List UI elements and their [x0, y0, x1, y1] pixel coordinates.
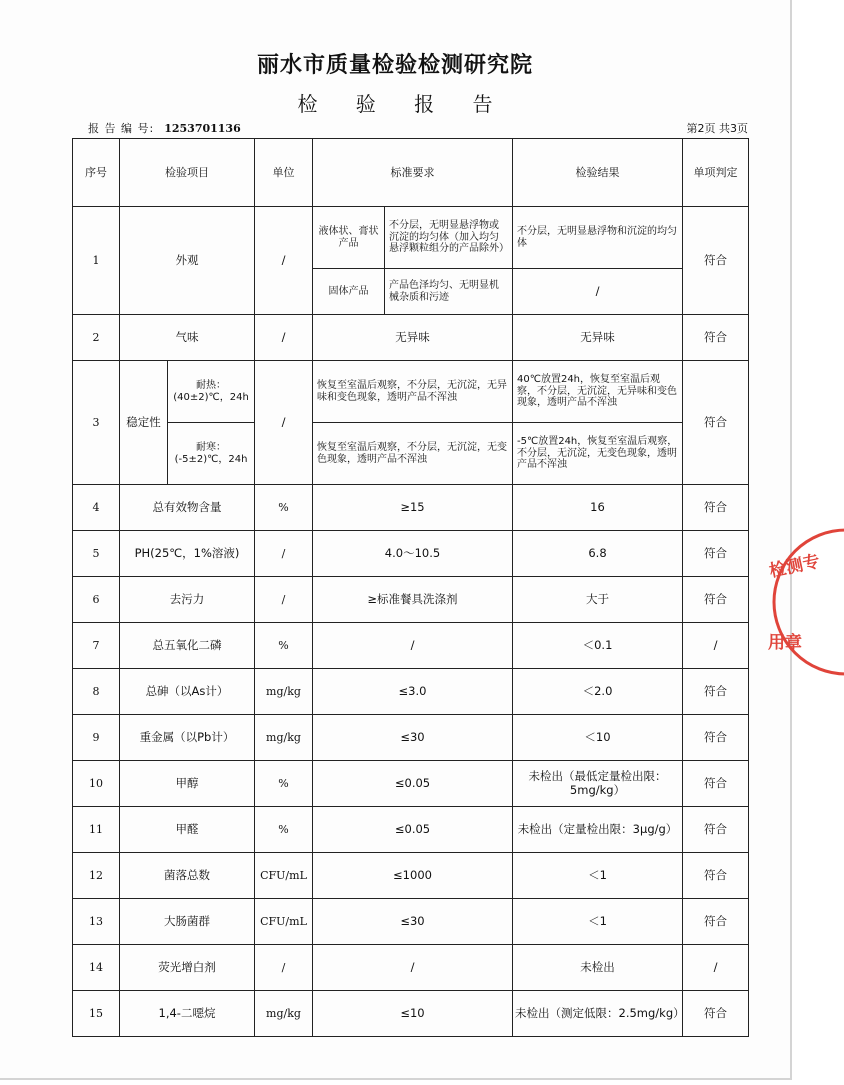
requirement-cell: /: [313, 945, 513, 991]
institute-title: 丽水市质量检验检测研究院: [256, 53, 533, 78]
table-row: [73, 715, 749, 761]
test-item: 荧光增白剂: [120, 945, 255, 991]
row-number: 9: [73, 715, 120, 761]
row-number: 8: [73, 669, 120, 715]
test-condition: 耐热：(40±2)℃，24h: [168, 361, 255, 423]
unit-cell: %: [255, 807, 313, 853]
result-cell: ＜10: [513, 715, 683, 761]
test-item: 总砷（以As计）: [120, 669, 255, 715]
requirement-cell: ≤3.0: [313, 669, 513, 715]
result-cell: 未检出（测定低限：2.5mg/kg）: [513, 991, 683, 1037]
test-item: PH(25℃，1%溶液): [120, 531, 255, 577]
result-cell: 未检出（定量检出限：3μg/g）: [513, 807, 683, 853]
result-cell: /: [513, 269, 683, 315]
row-number: 5: [73, 531, 120, 577]
requirement-cell: 恢复至室温后观察，不分层，无沉淀，无变色现象，透明产品不浑浊: [313, 423, 513, 485]
result-cell: ＜1: [513, 899, 683, 945]
table-row: [73, 315, 749, 361]
col-header: 检验项目: [120, 139, 255, 207]
col-header: 标准要求: [313, 139, 513, 207]
verdict-cell: 符合: [683, 853, 749, 899]
test-item: 甲醛: [120, 807, 255, 853]
report-meta: [88, 120, 748, 136]
result-cell: 未检出: [513, 945, 683, 991]
test-item: 大肠菌群: [120, 899, 255, 945]
requirement-cell: 无异味: [313, 315, 513, 361]
test-item: 去污力: [120, 577, 255, 623]
page-indicator: 第2页 共3页: [686, 122, 748, 135]
verdict-cell: 符合: [683, 315, 749, 361]
unit-cell: /: [255, 531, 313, 577]
table-row: [73, 531, 749, 577]
unit-cell: /: [255, 361, 313, 485]
test-item: 外观: [120, 207, 255, 315]
unit-cell: %: [255, 761, 313, 807]
test-item: 重金属（以Pb计）: [120, 715, 255, 761]
table-row: [73, 669, 749, 715]
verdict-cell: 符合: [683, 669, 749, 715]
result-cell: 大于: [513, 577, 683, 623]
table-row: [73, 899, 749, 945]
requirement-cell: ≤0.05: [313, 761, 513, 807]
simple-rows: [73, 485, 749, 1037]
result-cell: 无异味: [513, 315, 683, 361]
unit-cell: CFU/mL: [255, 853, 313, 899]
table-header: [73, 139, 749, 207]
unit-cell: /: [255, 315, 313, 361]
unit-cell: /: [255, 207, 313, 315]
requirement-cell: ≥15: [313, 485, 513, 531]
test-condition: 耐寒：(-5±2)℃，24h: [168, 423, 255, 485]
sub-category: 固体产品: [313, 269, 385, 315]
requirement-cell: ≤10: [313, 991, 513, 1037]
row-number: 13: [73, 899, 120, 945]
result-cell: 未检出（最低定量检出限：5mg/kg）: [513, 761, 683, 807]
test-item: 稳定性: [120, 361, 168, 485]
unit-cell: /: [255, 945, 313, 991]
test-item: 菌落总数: [120, 853, 255, 899]
verdict-cell: 符合: [683, 991, 749, 1037]
requirement-cell: ≤30: [313, 715, 513, 761]
unit-cell: %: [255, 623, 313, 669]
result-cell: 不分层，无明显悬浮物和沉淀的均匀体: [513, 207, 683, 269]
unit-cell: %: [255, 485, 313, 531]
table-row: [73, 623, 749, 669]
result-cell: ＜2.0: [513, 669, 683, 715]
requirement-cell: /: [313, 623, 513, 669]
test-item: 气味: [120, 315, 255, 361]
unit-cell: mg/kg: [255, 669, 313, 715]
official-stamp: [764, 522, 844, 682]
verdict-cell: /: [683, 945, 749, 991]
row-number: 12: [73, 853, 120, 899]
requirement-cell: 4.0～10.5: [313, 531, 513, 577]
table-row: [73, 423, 749, 485]
row-number: 6: [73, 577, 120, 623]
table-row: [73, 207, 749, 269]
test-item: 总有效物含量: [120, 485, 255, 531]
table-row: [73, 853, 749, 899]
result-cell: ＜1: [513, 853, 683, 899]
requirement-cell: 恢复至室温后观察，不分层，无沉淀，无异味和变色现象，透明产品不浑浊: [313, 361, 513, 423]
table-row: [73, 577, 749, 623]
verdict-cell: 符合: [683, 485, 749, 531]
result-cell: -5℃放置24h，恢复至室温后观察，不分层，无沉淀，无变色现象，透明产品不浑浊: [513, 423, 683, 485]
table-row: [73, 991, 749, 1037]
requirement-cell: ≤0.05: [313, 807, 513, 853]
row-number: 15: [73, 991, 120, 1037]
inspection-table: [72, 138, 749, 1037]
stamp-text-top: 检测专: [767, 551, 822, 582]
requirement-cell: 产品色泽均匀、无明显机械杂质和污迹: [385, 269, 513, 315]
table-row: [73, 761, 749, 807]
row-number: 3: [73, 361, 120, 485]
col-header: 单项判定: [683, 139, 749, 207]
requirement-cell: ≤30: [313, 899, 513, 945]
result-cell: 40℃放置24h，恢复至室温后观察，不分层，无沉淀，无异味和变色现象，透明产品不浑浊: [513, 361, 683, 423]
table-row: [73, 807, 749, 853]
result-cell: 6.8: [513, 531, 683, 577]
verdict-cell: 符合: [683, 531, 749, 577]
verdict-cell: /: [683, 623, 749, 669]
table-row: [73, 361, 749, 423]
stamp-text-bottom: 用章: [768, 633, 802, 653]
row-number: 1: [73, 207, 120, 315]
col-header: 单位: [255, 139, 313, 207]
unit-cell: CFU/mL: [255, 899, 313, 945]
report-number-value: 1253701136: [164, 122, 241, 135]
verdict-cell: 符合: [683, 807, 749, 853]
verdict-cell: 符合: [683, 899, 749, 945]
test-item: 总五氧化二磷: [120, 623, 255, 669]
report-number-label: 报 告 编 号:: [88, 122, 155, 135]
verdict-cell: 符合: [683, 761, 749, 807]
unit-cell: mg/kg: [255, 991, 313, 1037]
requirement-cell: ≥标准餐具洗涤剂: [313, 577, 513, 623]
table-row: [73, 485, 749, 531]
row-number: 11: [73, 807, 120, 853]
row-number: 2: [73, 315, 120, 361]
report-title: 检 验 报 告: [297, 92, 509, 116]
unit-cell: mg/kg: [255, 715, 313, 761]
verdict-cell: 符合: [683, 361, 749, 485]
result-cell: ＜0.1: [513, 623, 683, 669]
test-item: 甲醇: [120, 761, 255, 807]
report-number: [88, 120, 241, 136]
test-item: 1,4-二噁烷: [120, 991, 255, 1037]
col-header: 序号: [73, 139, 120, 207]
requirement-cell: ≤1000: [313, 853, 513, 899]
row-number: 14: [73, 945, 120, 991]
row-number: 7: [73, 623, 120, 669]
unit-cell: /: [255, 577, 313, 623]
sub-category: 液体状、膏状产品: [313, 207, 385, 269]
requirement-cell: 不分层，无明显悬浮物或沉淀的均匀体（加入均匀悬浮颗粒组分的产品除外）: [385, 207, 513, 269]
row-number: 4: [73, 485, 120, 531]
table-row: [73, 945, 749, 991]
col-header: 检验结果: [513, 139, 683, 207]
row-number: 10: [73, 761, 120, 807]
verdict-cell: 符合: [683, 577, 749, 623]
result-cell: 16: [513, 485, 683, 531]
verdict-cell: 符合: [683, 207, 749, 315]
verdict-cell: 符合: [683, 715, 749, 761]
